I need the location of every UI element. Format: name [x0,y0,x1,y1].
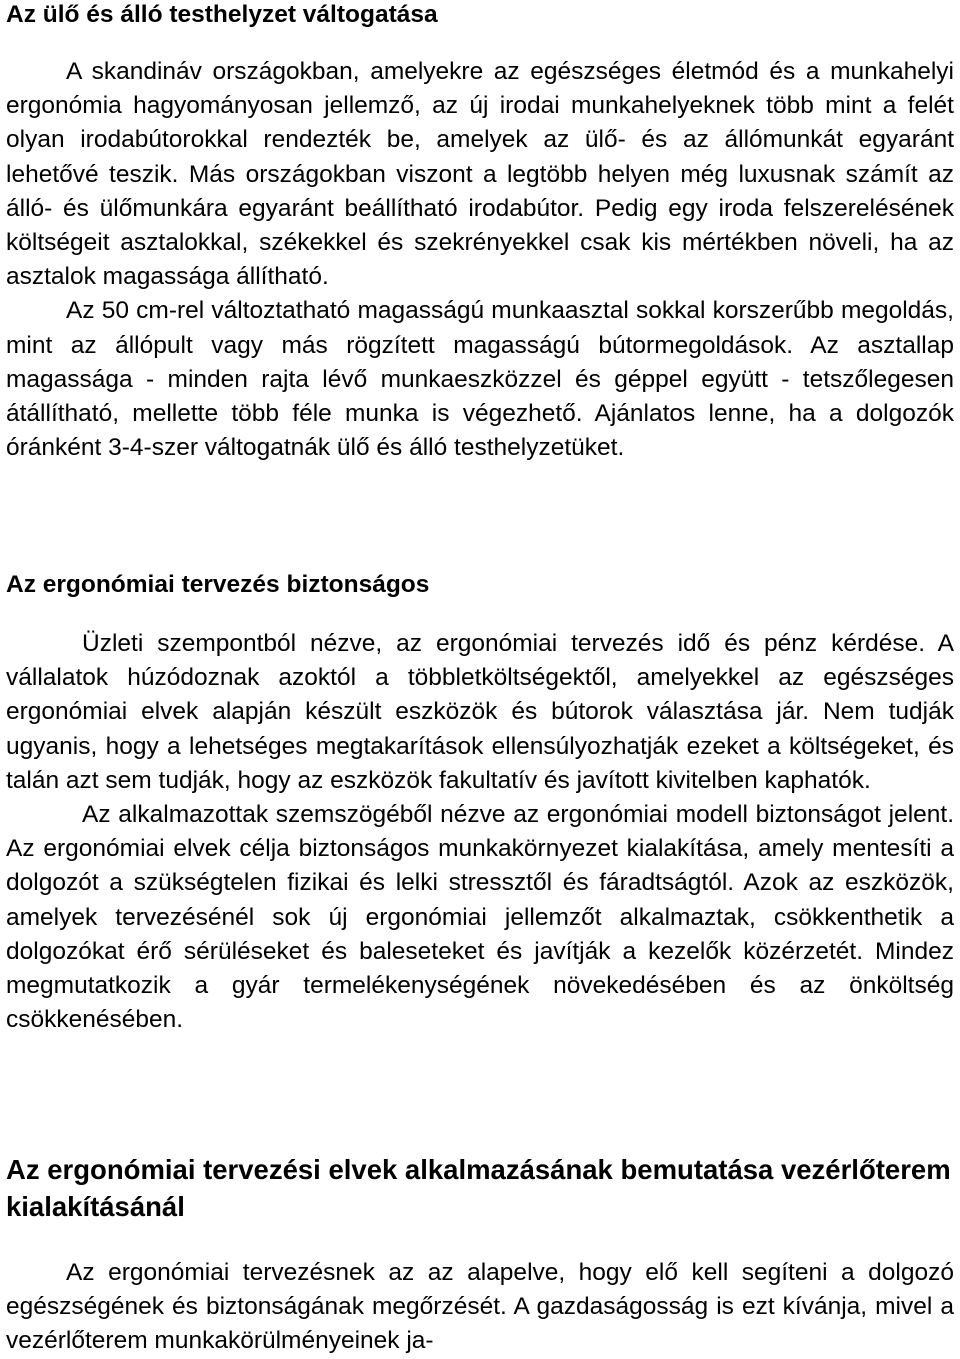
section-body-control-room [6,1256,954,1359]
paragraph: Az ergonómiai tervezésnek az az alapelve, hogy elő kell segíteni a dolgozó egészségének és biztonságának megőrzését. A gazdaságosság is ezt kívánja, mivel a vezérlőterem munkakörülményeinek ja- [6,1259,954,1355]
paragraph: Az alkalmazottak szemszögéből nézve az ergonómiai modell biztonságot jelent. Az ergonómiai elvek célja biztonságos munkakörnyezet kialakítása, amely mentesíti a dolgozót a szükségtelen fizikai és lelki stressztől és fáradtságtól. Azok az eszközök, amelyek tervezésénél sok új ergonómiai jellemzőt alkalmaztak, csökkenthetik a dolgozókat érő sérüléseket és baleseteket és javítják a kezelők közérzetét. Mindez megmutatkozik a gyár termelékenységének növekedésében és az önköltség csökkenésében. [6,801,954,1034]
section-heading-control-room: Az ergonómiai tervezési elvek alkalmazásának bemutatása vezérlőterem kialakításánál [6,1154,951,1222]
section-body-sitting-standing [6,55,954,465]
paragraph: Az 50 cm-rel változtatható magasságú munkaasztal sokkal korszerűbb megoldás, mint az állópult vagy más rögzített magasságú bútormegoldások. Az asztallap magassága - minden rajta lévő munkaeszközzel és géppel együtt - tetszőlegesen átállítható, mellette több féle munka is végezhető. Ajánlatos lenne, ha a dolgozók óránként 3-4-szer váltogatnák ülő és álló testhelyzetüket. [6,297,954,462]
section-body-ergonomic-design-safe [6,627,954,1037]
paragraph: A skandináv országokban, amelyekre az egészséges életmód és a munkahelyi ergonómia hagyományosan jellemző, az új irodai munkahelyeknek több mint a felét olyan irodabútorokkal rendezték be, amelyek az ülő- és az állómunkát egyaránt lehetővé teszik. Más országokban viszont a legtöbb helyen még luxusnak számít az álló- és ülőmunkára egyaránt beállítható irodabútor. Pedig egy iroda felszerelésének költségeit asztalokkal, székekkel és szekrényekkel csak kis mértékben növeli, ha az asztalok magassága állítható. [6,58,954,291]
section-heading-sitting-standing: Az ülő és álló testhelyzet váltogatása [6,1,438,28]
paragraph: Üzleti szempontból nézve, az ergonómiai tervezés idő és pénz kérdése. A vállalatok húzódoznak azoktól a többletköltségektől, amelyekkel az egészséges ergonómiai elvek alapján készült eszközök és bútorok választása jár. Nem tudják ugyanis, hogy a lehetséges megtakarítások ellensúlyozhatják ezeket a költségeket, és talán azt sem tudják, hogy az eszközök fakultatív és javított kivitelben kaphatók. [6,630,954,794]
section-heading-ergonomic-design-safe: Az ergonómiai tervezés biztonságos [6,571,430,598]
